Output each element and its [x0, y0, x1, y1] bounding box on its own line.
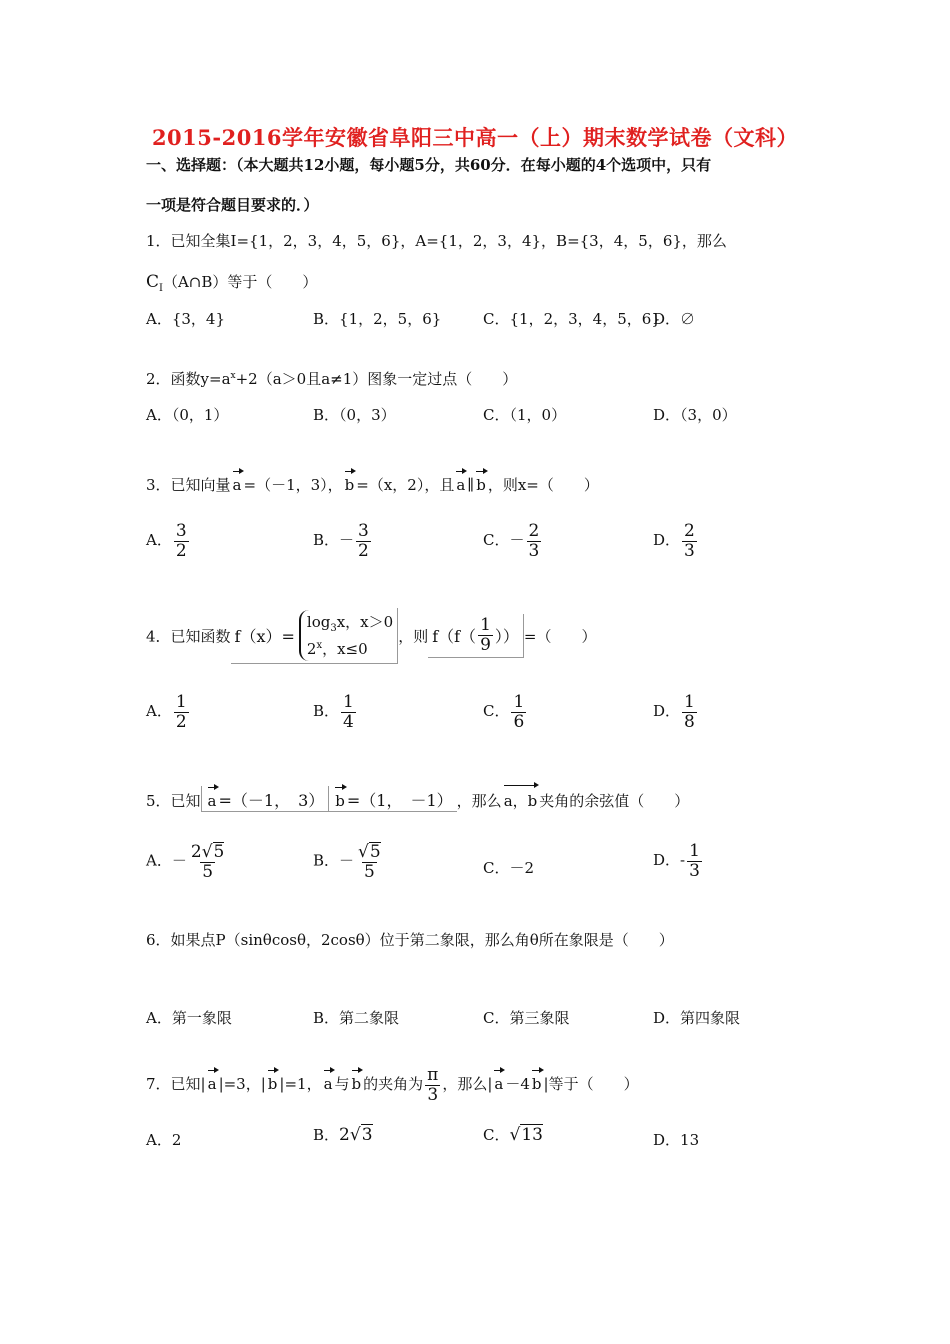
q2-stem: 2．函数$y=a^x+2(a>0$且a≠1）图象一定过点（ ） — [146, 370, 518, 388]
q3-option-c[interactable]: C．－ $\frac{2}{3}$ — [483, 521, 540, 561]
q4-option-b[interactable]: B． $\frac{1}{4}$ — [313, 692, 354, 732]
q6-stem: 6．如果点P（sinθcosθ，2cosθ）位于第二象限，那么角θ所在象限是（ ） — [146, 931, 674, 949]
q6-option-a[interactable]: A．第一象限 — [146, 1009, 232, 1027]
q7-option-d[interactable]: D．13 — [653, 1131, 700, 1149]
section-heading-cont: 一项是符合题目要求的．） — [146, 196, 319, 214]
q1-option-c[interactable]: C．{1，2，3，4，5，6} — [483, 310, 661, 328]
fraction: $\frac{3}{2}$ — [358, 521, 369, 561]
q4-stem: 4．已知函数 f（x）= $\log_3x$，x＞0 2$^x$，x≤0 ，则 f（f（ $\frac{1}{9}$ ）） =（ ） — [146, 608, 596, 664]
q5-stem: 5．已知 a =（－1， 3） b =（1， －1） ，那么 a，b 夹角的余弦值（ ） — [146, 784, 689, 812]
q5-option-a[interactable]: A．－ $\frac{2√5}{5}$ — [146, 842, 225, 882]
q5-option-d[interactable]: D．- $\frac{1}{3}$ — [653, 841, 700, 881]
fraction: $\frac{2}{3}$ — [684, 521, 695, 561]
q1-stem: 1．已知全集I={1，2，3，4，5，6}，A={1，2，3，4}，B={3，4，5，6}，那么 — [146, 232, 727, 250]
q2-option-c[interactable]: C．（1，0） — [483, 406, 567, 424]
q1-option-b[interactable]: B．{1，2，5，6} — [313, 310, 442, 328]
q3-option-d[interactable]: D． $\frac{2}{3}$ — [653, 521, 695, 561]
page-title: 2015-2016学年安徽省阜阳三中高一（上）期末数学试卷（文科） — [151, 125, 799, 150]
q1-stem-cont: $C_I(A\cap B)$等于（ ） — [146, 272, 318, 294]
vector-a: a — [233, 470, 242, 494]
section-heading: 一、选择题：（本大题共12小题，每小题5分，共60分．在每小题的4个选项中，只有 — [146, 156, 712, 174]
q2-option-a[interactable]: A．（0，1） — [146, 406, 229, 424]
q1-option-d[interactable]: D．∅ — [653, 310, 696, 328]
q3-stem: 3．已知向量 a =（－1，3）， b =（x，2），且 a ∥ b ，则x=（ ） — [146, 470, 599, 495]
vector-b-value: b =（1， －1） — [328, 786, 456, 812]
piecewise-function: f（x）= $\log_3x$，x＞0 2$^x$，x≤0 — [231, 608, 399, 664]
vector-b: b — [345, 470, 355, 494]
q5-option-b[interactable]: B．－ $\frac{√5}{5}$ — [313, 842, 381, 882]
q4-option-c[interactable]: C． $\frac{1}{6}$ — [483, 692, 525, 732]
vector-a: a — [456, 470, 465, 494]
q7-stem: 7．已知| a |=3，| b |=1， a 与 b 的夹角为 $\frac{\pi}{3}$ ，那么| a －4 b |等于（ ） — [146, 1065, 639, 1105]
q7-option-b[interactable]: B．2√3 — [313, 1125, 373, 1145]
pi-over-3: $\frac{\pi}{3}$ — [427, 1065, 439, 1105]
q7-option-a[interactable]: A．2 — [146, 1131, 182, 1149]
q4-option-d[interactable]: D． $\frac{1}{8}$ — [653, 692, 695, 732]
q3-option-a[interactable]: A． $\frac{3}{2}$ — [146, 521, 187, 561]
q3-option-b[interactable]: B．－ $\frac{3}{2}$ — [313, 521, 369, 561]
q2-option-b[interactable]: B．（0，3） — [313, 406, 396, 424]
q6-option-d[interactable]: D．第四象限 — [653, 1009, 741, 1027]
q6-option-b[interactable]: B．第二象限 — [313, 1009, 400, 1027]
fraction: $\frac{2}{3}$ — [528, 521, 540, 561]
q7-option-c[interactable]: C．√13 — [483, 1125, 543, 1145]
fraction: $\frac{3}{2}$ — [175, 521, 187, 561]
composite-expression: f（f（ $\frac{1}{9}$ ）） — [428, 614, 524, 657]
vector-b: b — [476, 470, 486, 494]
vector-a-value: a =（－1， 3） — [201, 786, 329, 812]
q4-option-a[interactable]: A． $\frac{1}{2}$ — [146, 692, 187, 732]
q5-option-c[interactable]: C．－2 — [483, 859, 535, 877]
q2-option-d[interactable]: D．（3，0） — [653, 406, 737, 424]
q6-option-c[interactable]: C．第三象限 — [483, 1009, 570, 1027]
q1-option-a[interactable]: A．{3，4} — [146, 310, 226, 328]
